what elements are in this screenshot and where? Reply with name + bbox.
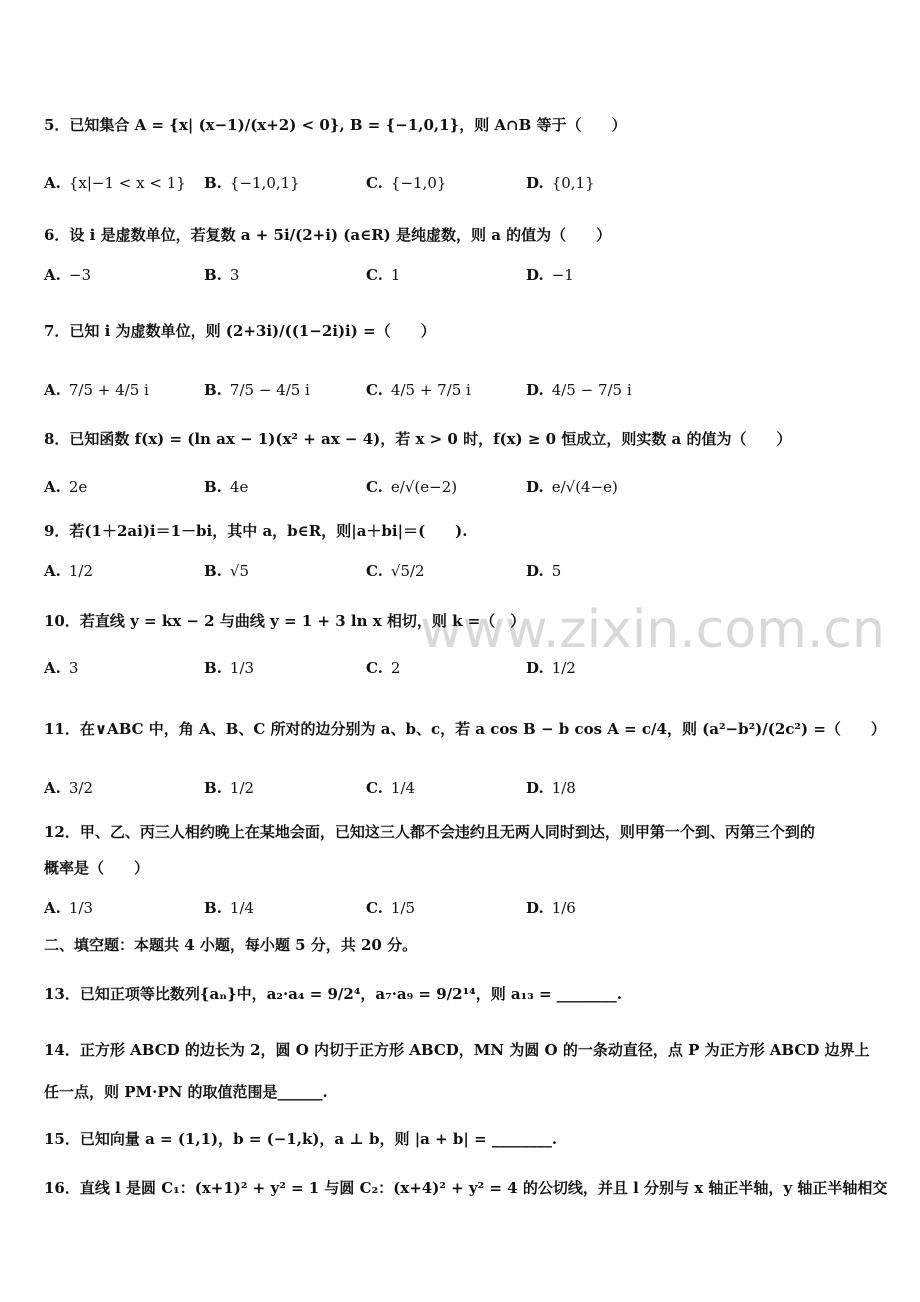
q9-d-text: 5 xyxy=(551,562,562,580)
q12-b-text: 1/4 xyxy=(229,899,255,917)
q5-option-b: B. {−1,0,1} xyxy=(204,174,300,192)
q10-d-text: 1/2 xyxy=(551,659,576,677)
q5-option-d: D. {0,1} xyxy=(526,174,595,192)
q12-a-text: 1/3 xyxy=(68,899,94,917)
q6-option-a: A. −3 xyxy=(44,266,91,284)
q11-b-text: 1/2 xyxy=(229,779,255,797)
q7-d-text: 4/5 − 7/5 i xyxy=(551,381,632,399)
q12-option-b: B. 1/4 xyxy=(204,899,255,917)
q8-b-text: 4e xyxy=(229,478,249,496)
q10-option-c: C. 2 xyxy=(366,659,401,677)
q12-d-text: 1/6 xyxy=(551,899,576,917)
q7-a-text: 7/5 + 4/5 i xyxy=(68,381,149,399)
q6-c-text: 1 xyxy=(390,266,401,284)
q11-option-d: D. 1/8 xyxy=(526,779,576,797)
question-13: 13．已知正项等比数列{aₙ}中，a₂·a₄ = 9/2⁴，a₇·a₉ = 9/2¹⁴，则 a₁₃ = ________. xyxy=(44,985,623,1003)
q7-option-a: A. 7/5 + 4/5 i xyxy=(44,381,149,399)
section-heading-fill-in: 二、填空题：本题共 4 小题，每小题 5 分，共 20 分。 xyxy=(44,936,418,954)
q8-option-c: C. e/√(e−2) xyxy=(366,478,458,496)
q9-b-text: √5 xyxy=(229,562,250,580)
q7-b-text: 7/5 − 4/5 i xyxy=(229,381,310,399)
q5-option-c: C. {−1,0} xyxy=(366,174,447,192)
question-14-line-1: 14．正方形 ABCD 的边长为 2，圆 O 内切于正方形 ABCD，MN 为圆 O 的一条动直径，点 P 为正方形 ABCD 边界上 xyxy=(44,1041,870,1059)
q10-b-text: 1/3 xyxy=(229,659,255,677)
q12-option-a: A. 1/3 xyxy=(44,899,94,917)
q8-option-b: B. 4e xyxy=(204,478,249,496)
question-10: 10．若直线 y = kx − 2 与曲线 y = 1 + 3 ln x 相切，则 k =（ ） xyxy=(44,612,526,630)
q11-option-c: C. 1/4 xyxy=(366,779,416,797)
q6-option-b: B. 3 xyxy=(204,266,240,284)
question-6: 6．设 i 是虚数单位，若复数 a + 5i/(2+i) (a∈R) 是纯虚数，则 a 的值为（ ） xyxy=(44,226,612,244)
question-12-line-1: 12．甲、乙、丙三人相约晚上在某地会面，已知这三人都不会违约且无两人同时到达，则甲第一个到、丙第三个到的 xyxy=(44,823,815,841)
q8-d-text: e/√(4−e) xyxy=(551,478,618,496)
q11-c-text: 1/4 xyxy=(390,779,416,797)
question-12-line-2: 概率是（ ） xyxy=(44,859,150,877)
watermark: www.zixin.com.cn xyxy=(420,600,885,660)
q8-option-d: D. e/√(4−e) xyxy=(526,478,618,496)
q9-option-a: A. 1/2 xyxy=(44,562,94,580)
question-7: 7．已知 i 为虚数单位，则 (2+3i)/((1−2i)i) =（ ） xyxy=(44,322,436,340)
q10-c-text: 2 xyxy=(390,659,401,677)
q7-option-b: B. 7/5 − 4/5 i xyxy=(204,381,310,399)
q8-a-text: 2e xyxy=(68,478,88,496)
q6-option-d: D. −1 xyxy=(526,266,574,284)
question-16: 16．直线 l 是圆 C₁：(x+1)² + y² = 1 与圆 C₂：(x+4)² + y² = 4 的公切线，并且 l 分别与 x 轴正半轴，y 轴正半轴相交 xyxy=(44,1179,888,1197)
q10-option-a: A. 3 xyxy=(44,659,79,677)
q12-option-c: C. 1/5 xyxy=(366,899,416,917)
q5-a-text: {x|−1 < x < 1} xyxy=(68,174,186,192)
q12-option-d: D. 1/6 xyxy=(526,899,576,917)
question-11: 11．在∨ABC 中，角 A、B、C 所对的边分别为 a、b、c，若 a cos B − b cos A = c/4，则 (a²−b²)/(2c²) =（ ） xyxy=(44,720,886,738)
q5-b-text: {−1,0,1} xyxy=(229,174,300,192)
q9-option-c: C. √5/2 xyxy=(366,562,425,580)
q5-option-a: A. {x|−1 < x < 1} xyxy=(44,174,186,192)
q9-c-text: √5/2 xyxy=(390,562,425,580)
q8-option-a: A. 2e xyxy=(44,478,88,496)
q6-b-text: 3 xyxy=(229,266,240,284)
question-9: 9．若(1＋2ai)i＝1－bi，其中 a，b∈R，则|a＋bi|＝( ). xyxy=(44,522,468,540)
q9-a-text: 1/2 xyxy=(68,562,94,580)
q9-option-d: D. 5 xyxy=(526,562,562,580)
q7-option-d: D. 4/5 − 7/5 i xyxy=(526,381,632,399)
question-5: 5．已知集合 A = {x| (x−1)/(x+2) < 0}, B = {−1,0,1}，则 A∩B 等于（ ） xyxy=(44,116,627,134)
q6-a-text: −3 xyxy=(68,266,91,284)
q7-c-text: 4/5 + 7/5 i xyxy=(390,381,471,399)
q5-c-text: {−1,0} xyxy=(390,174,447,192)
q11-option-b: B. 1/2 xyxy=(204,779,255,797)
q10-option-d: D. 1/2 xyxy=(526,659,576,677)
q10-option-b: B. 1/3 xyxy=(204,659,255,677)
q6-d-text: −1 xyxy=(551,266,574,284)
q6-option-c: C. 1 xyxy=(366,266,401,284)
q9-option-b: B. √5 xyxy=(204,562,250,580)
question-8: 8．已知函数 f(x) = (ln ax − 1)(x² + ax − 4)，若 x > 0 时，f(x) ≥ 0 恒成立，则实数 a 的值为（ ） xyxy=(44,430,792,448)
q8-c-text: e/√(e−2) xyxy=(390,478,458,496)
q7-option-c: C. 4/5 + 7/5 i xyxy=(366,381,471,399)
q11-option-a: A. 3/2 xyxy=(44,779,94,797)
q11-a-text: 3/2 xyxy=(68,779,94,797)
q11-d-text: 1/8 xyxy=(551,779,576,797)
question-14-line-2: 任一点，则 PM·PN 的取值范围是______. xyxy=(44,1083,328,1101)
q5-d-text: {0,1} xyxy=(551,174,595,192)
q10-a-text: 3 xyxy=(68,659,79,677)
question-15: 15．已知向量 a = (1,1)，b = (−1,k)，a ⊥ b，则 |a + b| = ________. xyxy=(44,1130,558,1148)
q12-c-text: 1/5 xyxy=(390,899,416,917)
